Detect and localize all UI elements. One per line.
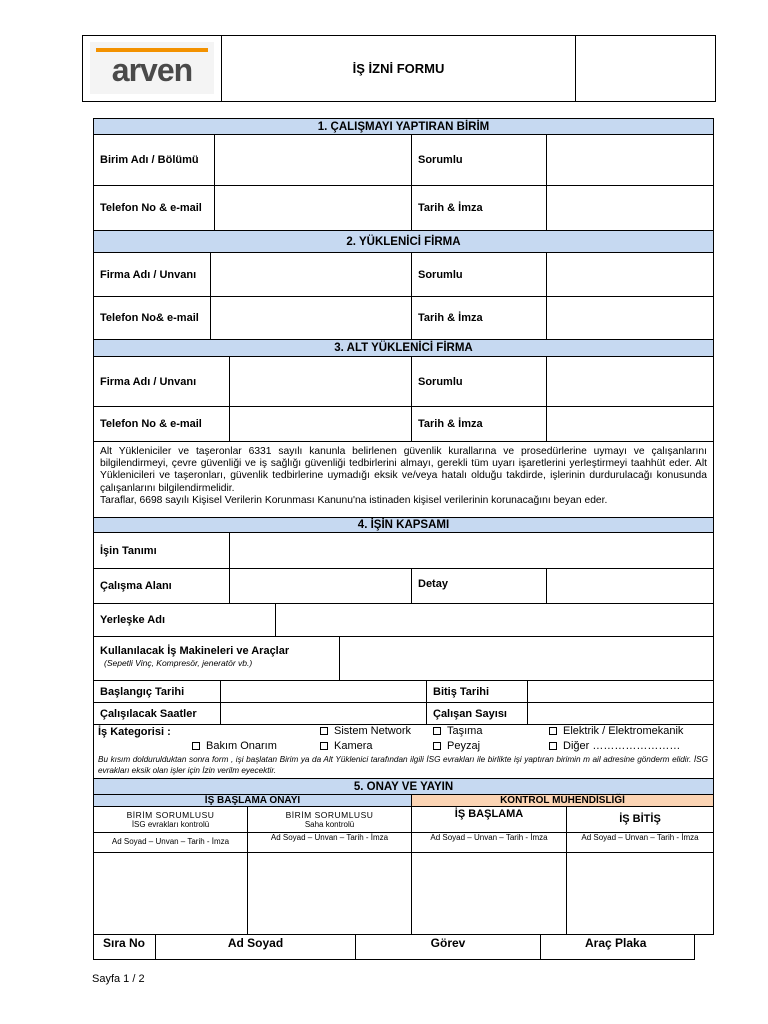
- control-eng-header: KONTROL MÜHENDİSLİĞİ: [411, 794, 714, 807]
- personnel-no-label: Sıra No: [103, 936, 146, 950]
- responsible-label-2: Sorumlu: [411, 252, 547, 297]
- job-start-title-cell: [411, 806, 567, 833]
- category-electric-label: Elektrik / Elektromekanik: [563, 725, 684, 737]
- campus-field[interactable]: [275, 603, 714, 637]
- checkbox-icon[interactable]: [320, 742, 328, 750]
- machines-field[interactable]: [339, 636, 714, 681]
- approver1-subtitle: İSG evrakları kontrolü: [131, 820, 210, 829]
- sign-caption-4: Ad Soyad – Unvan – Tarih - İmza: [566, 832, 714, 853]
- responsible-field-2[interactable]: [546, 252, 714, 297]
- section3-header: 3. ALT YÜKLENİCİ FİRMA: [93, 339, 714, 357]
- start-date-label: Başlangıç Tarihi: [93, 680, 221, 703]
- category-other-label: Diğer ……………………: [563, 740, 681, 752]
- hours-label: Çalışılacak Saatler: [93, 702, 221, 725]
- checkbox-icon[interactable]: [433, 727, 441, 735]
- category-network[interactable]: [320, 725, 411, 737]
- company-label-2: Firma Adı / Unvanı: [93, 252, 211, 297]
- category-electric[interactable]: [549, 725, 683, 737]
- category-camera-label: Kamera: [334, 740, 373, 752]
- phone-field-3[interactable]: [229, 406, 412, 442]
- detail-field[interactable]: [546, 568, 714, 604]
- end-date-field[interactable]: [527, 680, 714, 703]
- job-desc-label: İşin Tanımı: [93, 532, 230, 569]
- approver1-title-cell: [93, 806, 248, 833]
- page-number: Sayfa 1 / 2: [92, 973, 145, 985]
- date-sign-field-3[interactable]: [546, 406, 714, 442]
- category-maintenance-label: Bakım Onarım: [206, 740, 277, 752]
- form-title: İŞ İZNİ FORMU: [352, 61, 445, 76]
- approver1-title: BİRİM SORUMLUSU: [126, 810, 215, 820]
- logo-text: arven: [111, 52, 193, 88]
- checkbox-icon[interactable]: [433, 742, 441, 750]
- category-other[interactable]: [549, 740, 680, 752]
- approver2-title: BİRİM SORUMLUSU: [285, 810, 374, 820]
- sign-caption-3: Ad Soyad – Unvan – Tarih - İmza: [411, 832, 567, 853]
- phone-field-1[interactable]: [214, 185, 412, 231]
- kvkk-text: Taraflar, 6698 sayılı Kişisel Verilerin Korunması Kanunu'na istinaden kişisel verilerinin korunacağını beyan eder.: [100, 494, 608, 506]
- machines-label-cell: [93, 636, 340, 681]
- start-date-field[interactable]: [220, 680, 427, 703]
- job-end-title: İŞ BİTİŞ: [619, 813, 661, 825]
- declaration-text: Alt Yükleniciler ve taşeronlar 6331 sayılı kanunla belirlenen güvenlik kurallarına ve prosedürlerine uymayı ve çalışanlarını bilgilendirmeyi, çevre güvenliği ve iş sağlığı güvenliği tedbirlerini almayı, gerekli tüm uyarı işaretlerini yerleştirmeyi taahhüt eder. Alt Yüklenicileri ve taşeronları, güvenlik tedbirlerine uymadığı eksik ve/veya hatalı olduğu takdirde, işlerinin durdurulacağı konusunda çalışanlarını bilgilendirmelidir.: [100, 446, 707, 494]
- company-field-2[interactable]: [210, 252, 412, 297]
- category-network-label: Sistem Network: [334, 725, 412, 737]
- approver2-subtitle: Saha kontrolü: [304, 820, 355, 829]
- sign-caption-1: Ad Soyad – Unvan – Tarih - İmza: [93, 832, 248, 853]
- date-sign-label-3: Tarih & İmza: [411, 406, 547, 442]
- personnel-plate-label: Araç Plaka: [585, 936, 647, 950]
- submission-note: Bu kısım doldurulduktan sonra form , işi başlatan Birim ya da Alt Yüklenici tarafından ilgili İSG evrakları ile birlikte işi yaptıran birimin m ail adresine gönderm elidir. İSG evrakları eksik olan işler için İzin verilm eyecektir.: [98, 755, 708, 775]
- date-sign-field-2[interactable]: [546, 296, 714, 340]
- checkbox-icon[interactable]: [320, 727, 328, 735]
- section1-header: 1. ÇALIŞMAYI YAPTIRAN BİRİM: [93, 118, 714, 135]
- company-label-3: Firma Adı / Unvanı: [93, 356, 230, 407]
- machines-label: Kullanılacak İş Makineleri ve Araçlar: [100, 645, 290, 657]
- checkbox-icon[interactable]: [192, 742, 200, 750]
- detail-label: Detay: [418, 578, 448, 590]
- unit-field[interactable]: [214, 134, 412, 186]
- work-area-field[interactable]: [229, 568, 412, 604]
- detail-label-cell: [411, 568, 547, 604]
- header-code-cell: [575, 35, 716, 102]
- personnel-role-header: [355, 934, 541, 960]
- date-sign-field-1[interactable]: [546, 185, 714, 231]
- category-maintenance[interactable]: [192, 740, 277, 752]
- checkbox-icon[interactable]: [549, 742, 557, 750]
- sign-caption-2: Ad Soyad – Unvan – Tarih - İmza: [247, 832, 412, 853]
- category-transport[interactable]: [433, 725, 482, 737]
- responsible-label-3: Sorumlu: [411, 356, 547, 407]
- personnel-role-label: Görev: [430, 936, 466, 950]
- personnel-name-label: Ad Soyad: [227, 936, 284, 950]
- hours-field[interactable]: [220, 702, 427, 725]
- phone-label-3: Telefon No & e-mail: [93, 406, 230, 442]
- workers-label: Çalışan Sayısı: [426, 702, 528, 725]
- personnel-name-header: [155, 934, 356, 960]
- approver2-title-cell: [247, 806, 412, 833]
- phone-label-2: Telefon No& e-mail: [93, 296, 211, 340]
- work-area-label: Çalışma Alanı: [93, 568, 230, 604]
- start-approval-header: İŞ BAŞLAMA ONAYI: [93, 794, 412, 807]
- personnel-no-header: [93, 934, 156, 960]
- unit-label: Birim Adı / Bölümü: [93, 134, 215, 186]
- personnel-plate-header: [540, 934, 695, 960]
- category-landscape[interactable]: [433, 740, 480, 752]
- section2-header: 2. YÜKLENİCİ FİRMA: [93, 230, 714, 253]
- signature-field-1[interactable]: [93, 852, 248, 935]
- signature-field-3[interactable]: [411, 852, 567, 935]
- campus-label: Yerleşke Adı: [93, 603, 276, 637]
- phone-field-2[interactable]: [210, 296, 412, 340]
- job-desc-field[interactable]: [229, 532, 714, 569]
- signature-field-2[interactable]: [247, 852, 412, 935]
- date-sign-label-1: Tarih & İmza: [411, 185, 547, 231]
- arven-logo: [90, 42, 214, 94]
- phone-label-1: Telefon No & e-mail: [93, 185, 215, 231]
- date-sign-label-2: Tarih & İmza: [411, 296, 547, 340]
- signature-field-4[interactable]: [566, 852, 714, 935]
- company-field-3[interactable]: [229, 356, 412, 407]
- machines-hint: (Sepetli Vinç, Kompresör, jeneratör vb.): [104, 658, 253, 668]
- job-end-title-cell: [566, 806, 714, 833]
- checkbox-icon[interactable]: [549, 727, 557, 735]
- responsible-field-1[interactable]: [546, 134, 714, 186]
- declaration-box: [93, 441, 714, 518]
- header-title-cell: [221, 35, 576, 102]
- category-label: İş Kategorisi :: [98, 726, 171, 738]
- responsible-label-1: Sorumlu: [411, 134, 547, 186]
- category-transport-label: Taşıma: [447, 725, 483, 737]
- section4-header: 4. İŞİN KAPSAMI: [93, 517, 714, 533]
- job-start-title: İŞ BAŞLAMA: [454, 808, 524, 820]
- workers-field[interactable]: [527, 702, 714, 725]
- end-date-label: Bitiş Tarihi: [426, 680, 528, 703]
- responsible-field-3[interactable]: [546, 356, 714, 407]
- section5-header: 5. ONAY VE YAYIN: [93, 778, 714, 795]
- category-camera[interactable]: [320, 740, 373, 752]
- category-landscape-label: Peyzaj: [447, 740, 481, 752]
